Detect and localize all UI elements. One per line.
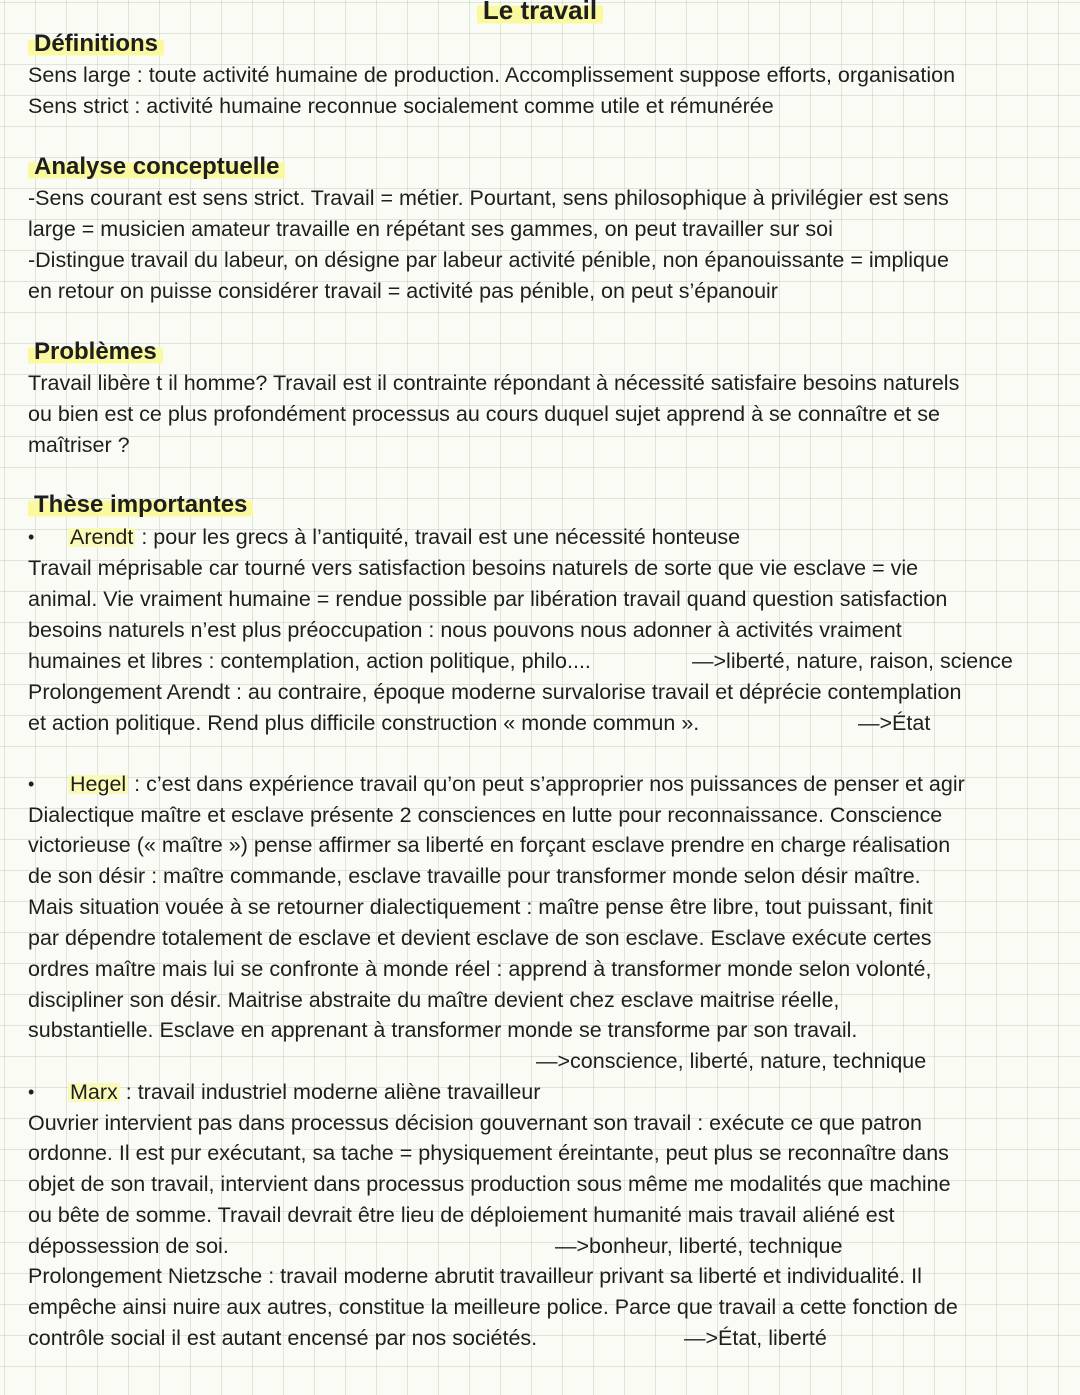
marx-intro: Marx : travail industriel moderne aliène travailleur <box>70 1080 541 1104</box>
marx-line: dépossession de soi. <box>28 1234 229 1258</box>
arendt-line: Prolongement Arendt : au contraire, époque moderne survalorise travail et déprécie contemplation <box>28 680 962 704</box>
author-name: Hegel <box>70 772 127 796</box>
notion-arrow: —>État <box>858 711 931 735</box>
notion-arrow: —>bonheur, liberté, technique <box>555 1234 843 1258</box>
analyse-line: large = musicien amateur travaille en répétant ses gammes, on peut travailler sur soi <box>28 217 833 241</box>
analyse-line: -Sens courant est sens strict. Travail = métier. Pourtant, sens philosophique à privilégier est sens <box>28 186 949 210</box>
arendt-intro: Arendt : pour les grecs à l’antiquité, travail est une nécessité honteuse <box>70 525 741 549</box>
hegel-line: par dépendre totalement de esclave et devient esclave de son esclave. Esclave exécute certes <box>28 926 932 950</box>
marx-line: Ouvrier intervient pas dans processus décision gouvernant son travail : exécute ce que patron <box>28 1111 922 1135</box>
hegel-line: discipliner son désir. Maitrise abstraite du maître devient chez esclave maitrise réelle, <box>28 988 840 1012</box>
analyse-heading: Analyse conceptuelle <box>28 151 285 182</box>
hegel-line: substantielle. Esclave en apprenant à transformer monde se transforme par son travail. <box>28 1018 858 1042</box>
problemes-line: Travail libère t il homme? Travail est il contrainte répondant à nécessité satisfaire besoins naturels <box>28 371 960 395</box>
marx-line: ordonne. Il est pur exécutant, sa tache = physiquement éreintante, peut plus se reconnaître dans <box>28 1141 949 1165</box>
bullet-icon: • <box>28 774 35 794</box>
definitions-line: Sens strict : activité humaine reconnue socialement comme utile et rémunérée <box>28 94 774 118</box>
theses-heading: Thèse importantes <box>28 489 253 520</box>
marx-line: ou bête de somme. Travail devrait être lieu de déploiement humanité mais travail aliéné est <box>28 1203 895 1227</box>
arendt-line: humaines et libres : contemplation, action politique, philo.... <box>28 649 591 673</box>
author-name: Arendt <box>70 525 134 549</box>
marx-line: objet de son travail, intervient dans processus production sous même me modalités que machine <box>28 1172 951 1196</box>
notion-arrow: —>État, liberté <box>684 1326 827 1350</box>
notion-arrow: —>conscience, liberté, nature, technique <box>536 1049 927 1073</box>
marx-line: contrôle social il est autant encensé par nos sociétés. <box>28 1326 538 1350</box>
author-name: Marx <box>70 1080 118 1104</box>
problemes-line: ou bien est ce plus profondément processus au cours duquel sujet apprend à se connaître et se <box>28 402 940 426</box>
problemes-heading: Problèmes <box>28 336 163 367</box>
bullet-icon: • <box>28 527 35 547</box>
notion-arrow: —>liberté, nature, raison, science <box>692 649 1013 673</box>
arendt-line: besoins naturels n’est plus préoccupation : nous pouvons nous adonner à activités vraiment <box>28 618 902 642</box>
marx-line: Prolongement Nietzsche : travail moderne abrutit travailleur privant sa liberté et individualité. Il <box>28 1264 922 1288</box>
hegel-line: Dialectique maître et esclave présente 2 consciences en lutte pour reconnaissance. Conscience <box>28 803 943 827</box>
analyse-line: -Distingue travail du labeur, on désigne par labeur activité pénible, non épanouissante = implique <box>28 248 949 272</box>
hegel-line: victorieuse (« maître ») pense affirmer sa liberté en forçant esclave prendre en charge réalisation <box>28 833 951 857</box>
definitions-heading: Définitions <box>28 28 164 59</box>
bullet-icon: • <box>28 1082 35 1102</box>
hegel-intro: Hegel : c’est dans expérience travail qu’on peut s’approprier nos puissances de penser et agir <box>70 772 965 796</box>
arendt-line: et action politique. Rend plus difficile construction « monde commun ». <box>28 711 700 735</box>
analyse-line: en retour on puisse considérer travail = activité pas pénible, on peut s’épanouir <box>28 279 778 303</box>
arendt-line: Travail méprisable car tourné vers satisfaction besoins naturels de sorte que vie esclave = vie <box>28 556 919 580</box>
page-title: Le travail <box>0 0 1080 26</box>
marx-line: empêche ainsi nuire aux autres, constitue la meilleure police. Parce que travail a cette fonction de <box>28 1295 958 1319</box>
arendt-line: animal. Vie vraiment humaine = rendue possible par libération travail quand question satisfaction <box>28 587 948 611</box>
hegel-line: de son désir : maître commande, esclave travaille pour transformer monde selon désir maître. <box>28 864 921 888</box>
hegel-line: ordres maître mais lui se confronte à monde réel : apprend à transformer monde selon volonté, <box>28 957 932 981</box>
definitions-line: Sens large : toute activité humaine de production. Accomplissement suppose efforts, organisation <box>28 63 956 87</box>
problemes-line: maîtriser ? <box>28 433 130 457</box>
hegel-line: Mais situation vouée à se retourner dialectiquement : maître pense être libre, tout puissant, finit <box>28 895 933 919</box>
